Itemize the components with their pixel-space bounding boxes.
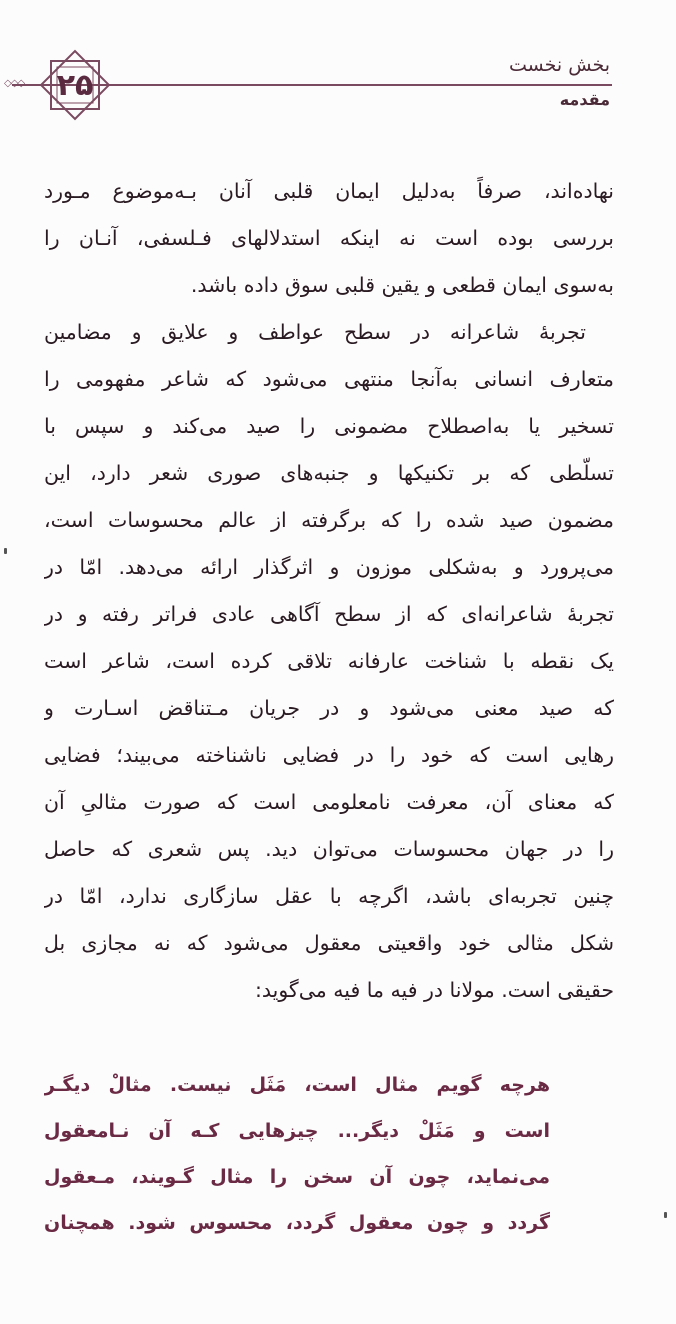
quote-line: هرچه گویم مثال است، مَثَل نیست. مثالْ دیگـر	[44, 1074, 550, 1096]
page-header	[0, 0, 676, 130]
body-line: که صید معنی می‌شود و در جریان مـتناقض اسـارت و	[44, 696, 614, 720]
body-line: متعارف انسانی به‌آنجا منتهی می‌شود که شاعر مفهومی را	[44, 367, 614, 391]
margin-speck	[664, 1212, 667, 1218]
body-line: به‌سوی ایمان قطعی و یقین قلبی سوق داده باشد.	[190, 273, 614, 297]
body-line: چنین تجربه‌ای باشد، اگرچه با عقل سازگاری ندارد، امّا در	[44, 884, 614, 908]
body-line: تجربهٔ شاعرانه در سطح عواطف و علایق و مضامین	[44, 320, 586, 344]
body-line: را در جهان محسوسات می‌توان دید. پس شعری که حاصل	[44, 837, 614, 861]
body-line: شکل مثالی خود واقعیتی معقول می‌شود که نه مجازی بل	[44, 931, 614, 955]
quote-line: می‌نماید، چون آن سخن را مثال گـویند، مـعقول	[44, 1166, 550, 1188]
body-line: تسخیر یا به‌اصطلاح مضمونی را صید می‌کند و سپس با	[44, 414, 614, 438]
body-line: که معنای آن، معرفت نامعلومی است که صورت مثالیِ آن	[44, 790, 614, 814]
block-quote	[44, 1062, 550, 1246]
body-line: می‌پرورد و به‌شکلی موزون و اثرگذار ارائه می‌دهد. امّا در	[44, 555, 614, 579]
running-head-chapter: مقدمه	[559, 90, 610, 109]
body-line: حقیقی است. مولانا در فیه ما فیه می‌گوید:	[254, 978, 614, 1002]
quote-line: گردد و چون معقول گردد، محسوس شود. همچنان	[44, 1212, 550, 1234]
body-paragraphs	[44, 168, 614, 1014]
body-line: تسلّطی که بر تکنیکها و جنبه‌های صوری شعر دارد، این	[44, 461, 614, 485]
page-number: ۲۵	[56, 67, 94, 103]
body-line: نهاده‌اند، صرفاً به‌دلیل ایمان قلبی آنان بـه‌موضوع مـورد	[44, 179, 614, 203]
running-head-section: بخش نخست	[509, 54, 610, 76]
margin-speck	[4, 548, 7, 554]
header-ornament-dots: ◇◇◇	[4, 78, 25, 89]
body-line: رهایی است که خود را در فضایی ناشناخته می‌بیند؛ فضایی	[44, 743, 614, 767]
body-line: یک نقطه با شناخت عارفانه تلاقی کرده است، شاعر است	[44, 649, 614, 673]
body-line: مضمون صید شده را که برگرفته از عالم محسوسات است،	[44, 508, 614, 532]
quote-line: است و مَثَلْ دیگر... چیزهایی کـه آن نـامعقول	[44, 1120, 550, 1142]
body-line: بررسی بوده است نه اینکه استدلالهای فـلسفی، آنـان را	[44, 226, 614, 250]
body-line: تجربهٔ شاعرانه‌ای که از سطح آگاهی عادی فراتر رفته و در	[44, 602, 614, 626]
